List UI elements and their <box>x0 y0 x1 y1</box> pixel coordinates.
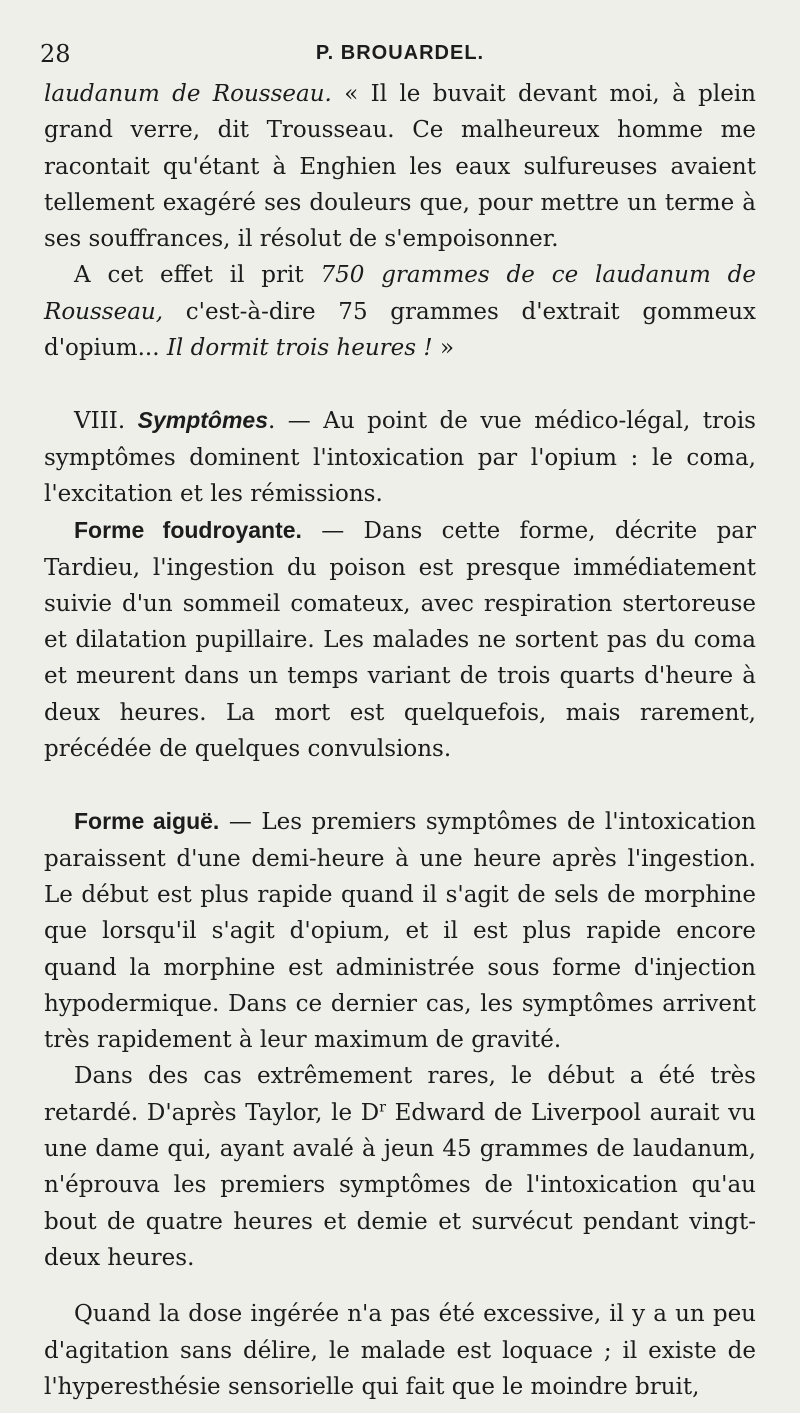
paragraph-text: c'est-à-dire 75 grammes d'extrait gommeux d'opium... <box>44 298 756 362</box>
paragraph-3 <box>44 402 756 512</box>
paragraph-text: Quand la dose ingérée n'a pas été excessive, il y a un peu d'agitation sans délire, le malade est loquace ; il existe de l'hyperesthésie sensorielle qui fait que le moindre bruit, <box>44 1301 756 1400</box>
italic-quote: Il dormit trois heures ! <box>166 335 433 362</box>
paragraph-text: — Dans cette forme, décrite par Tardieu, l'ingestion du poison est presque immédiatement suivie d'un sommeil comateux, avec respiration stertoreuse et dilatation pupillaire. Les malades ne sortent pas du coma et meurent dans un temps variant de trois quarts d'heure à deux heures. La mort est quelquefois, mais rarement, précédée de quelques convulsions. <box>44 518 756 763</box>
section-heading: Symptômes <box>137 407 269 434</box>
paragraph-2 <box>44 257 756 366</box>
paragraph-text: Dans des cas extrêmement rares, le début a été très retardé. D'après Taylor, le D <box>44 1063 756 1126</box>
italic-quote: 750 grammes de ce laudanum de Rousseau, <box>44 262 756 325</box>
paragraph-6 <box>44 1058 756 1276</box>
paragraph-5 <box>44 803 756 1058</box>
body-text <box>44 76 756 1405</box>
section-numeral: VIII. <box>74 408 138 435</box>
subsection-heading: Forme foudroyante. <box>74 517 302 544</box>
paragraph-text: Edward de Liverpool aurait vu une dame qui, ayant avalé à jeun 45 grammes de laudanum, n'éprouva les premiers symptômes de l'intoxication qu'au bout de quatre heures et demie et survécut pendant vingt-deux heures. <box>44 1099 756 1271</box>
paragraph-text: A cet effet il prit <box>74 262 321 289</box>
paragraph-text: » <box>432 335 455 362</box>
paragraph-7 <box>44 1296 756 1405</box>
paragraph-4 <box>44 512 756 767</box>
paragraph-text: . — Au point de vue médico-légal, trois symptômes dominent l'intoxication par l'opium : le coma, l'excitation et les rémissions. <box>44 408 756 507</box>
running-head: P. BROUARDEL. <box>315 42 485 64</box>
subsection-heading: Forme aiguë. <box>74 808 220 835</box>
paragraph-1 <box>44 76 756 257</box>
page-header <box>40 40 760 74</box>
page-number: 28 <box>40 40 71 68</box>
superscript: r <box>379 1099 386 1116</box>
italic-lead: laudanum de Rousseau. <box>44 81 332 107</box>
paragraph-text: — Les premiers symptômes de l'intoxication paraissent d'une demi-heure à une heure après l'ingestion. Le début est plus rapide quand il s'agit de sels de morphine que lorsqu'il s'agit d'opium, et il est plus rapide encore quand la morphine est administrée sous forme d'injection hypodermique. Dans ce dernier cas, les symptômes arrivent très rapidement à leur maximum de gravité. <box>44 809 756 1054</box>
paragraph-text: « Il le buvait devant moi, à plein grand verre, dit Trousseau. Ce malheureux homme me racontait qu'étant à Enghien les eaux sulfureuses avaient tellement exagéré ses douleurs que, pour mettre un terme à ses souffrances, il résolut de s'empoisonner. <box>44 81 756 253</box>
